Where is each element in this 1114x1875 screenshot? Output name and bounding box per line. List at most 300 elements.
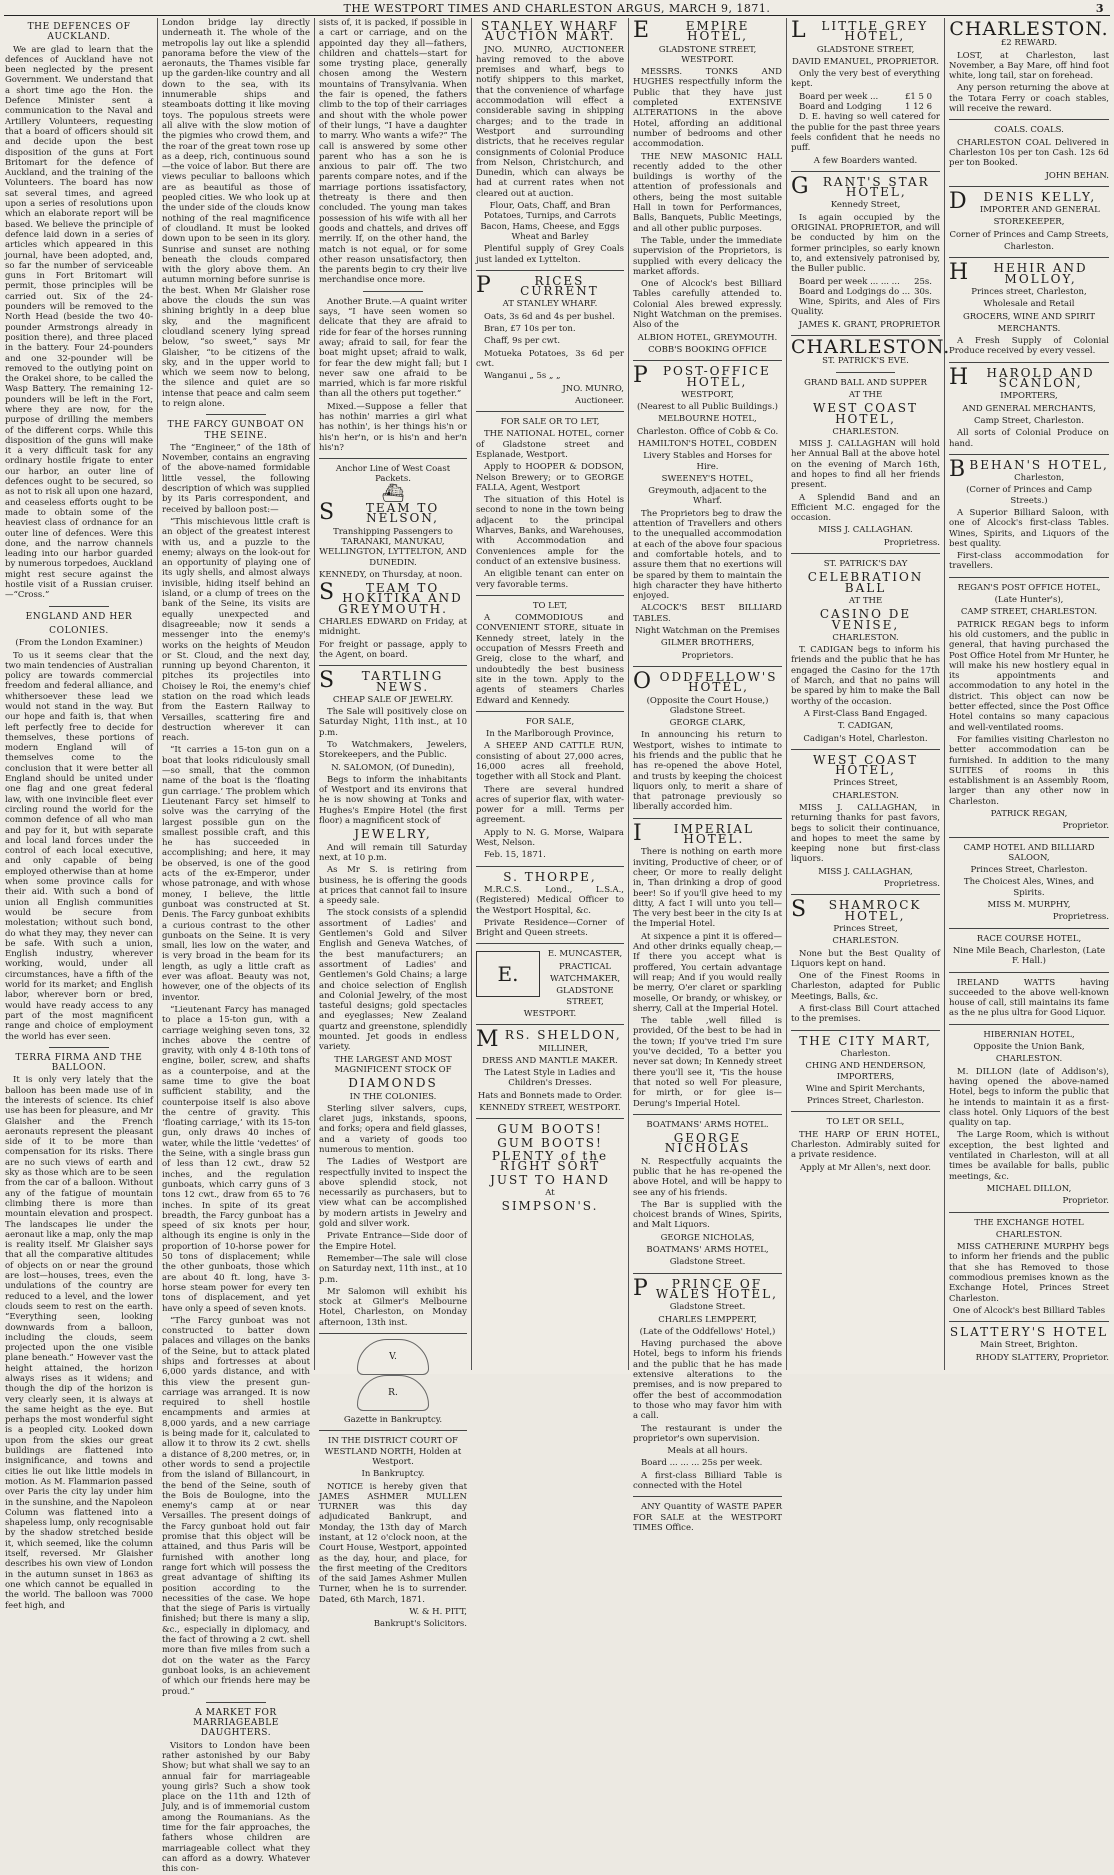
column-5 bbox=[633, 18, 782, 1533]
ad-subtitle: In the Marlborough Province, bbox=[486, 729, 614, 740]
ad-title: TEAM TO HOKITIKA AND GREYMOUTH. bbox=[338, 581, 463, 616]
ad-text: CHARLESTON. bbox=[832, 426, 899, 437]
separator bbox=[633, 1273, 782, 1274]
ad-text: THE NATIONAL HOTEL, corner of Gladstone street and Esplanade, Westport. bbox=[476, 429, 624, 460]
ad-title: CHARLES LEMPPERT, bbox=[658, 1314, 757, 1325]
ad-text: AT THE bbox=[848, 595, 883, 606]
ad-text: JNO. MUNRO, AUCTIONEER having removed to the above premises and wharf, begs to notify shippers to this market, that the convenience of wharfage accommodation will effect a considerable saving in shipping charges; and to the trade in Westport and surrounding districts, that he receives regular consignments of Colonial Produce from Nelson, Christchurch, and Dunedin, which can always be had at current rates when not cleared out at auction. bbox=[476, 44, 624, 199]
ad-text: Camp Street, Charleston. bbox=[974, 415, 1084, 426]
ad-title: POST-OFFICE HOTEL, bbox=[662, 364, 771, 389]
ad-text: MESSRS. TONKS AND HUGHES respectfully inform the Public that they have just completed EXTENSIVE ALTERATIONS in the above Hotel, affording an additional number of bedrooms and other accommodation. bbox=[633, 67, 782, 150]
ad-title: BOATMANS' ARMS HOTEL. bbox=[646, 1119, 769, 1130]
price-value: 1 12 6 bbox=[904, 102, 932, 113]
advertisement bbox=[476, 949, 624, 1019]
ad-text: At sixpence a pint it is offered— And other drinks equally cheap,— If there you accept what is proffered, You certain advantage will reap; And if you would really be merry, O'er claret or sparkling moselle, Or brandy, or whiskey, or sherry, Call at the Imperial Hotel. bbox=[633, 931, 782, 1014]
ad-title: GUM BOOTS! bbox=[497, 1122, 603, 1137]
ad-text: Proprietors. bbox=[681, 650, 734, 661]
ad-subtitle: Charleston, bbox=[1014, 473, 1065, 484]
column-2 bbox=[162, 18, 310, 1875]
ad-title: HAMILTON'S HOTEL, COBDEN bbox=[638, 438, 777, 449]
separator bbox=[633, 1114, 782, 1115]
separator bbox=[949, 972, 1109, 973]
ad-text: One of Alcock's best Billiard Tables carefully attended to. Colonial Ales brewed expressly. Night Watchman on the premises. Also of the bbox=[633, 279, 782, 331]
ad-text: KENNEDY STREET, WESTPORT. bbox=[479, 1103, 621, 1114]
ad-subtitle: Main Street, Brighton. bbox=[980, 1340, 1078, 1351]
ad-text: A SHEEP AND CATTLE RUN, consisting of about 27,000 acres, 16,000 acres all freehold, together with all Stock and Plant. bbox=[476, 741, 624, 783]
ad-subtitle: WESTPORT, bbox=[681, 389, 734, 400]
article-text: “The Farcy gunboat was not constructed to batter down palaces and villages on the banks of the Seine, but to attack plated ships and fortresses at about 6,000 yards distance, and with this view the present gun-carriage was arranged. It is now required to shell hostile encampments and armies at 8,000 yards, and a new carriage is being made for it, calculated to allow it to throw its 2 cwt. shells a distance of 8,200 metres, or, in other words to send a projectile from the island of Billancourt, in the bend of the Seine, south of the Bois de Boulogne, into the enemy's camp at or near Versailles. The present doings of the Farcy gunboat hold out fair promise that this object will be attained, and thus Paris will be furnished with another long range fort which will possess the great advantage of shifting its position according to the necessities of the case. We hope that the siege of Paris is virtually finished; but there is many a slip, &c., especially in diplomacy, and the fact of throwing a 2 cwt. shell more than five miles from such a dot on the water as the Farcy gunboat looks, is an achievement of which our friends here may be proud.” bbox=[162, 1315, 310, 1697]
ad-line: Anchor Line of West Coast Packets. bbox=[335, 464, 451, 485]
ad-text: Proprietress. bbox=[883, 879, 940, 890]
ad-text: As Mr S. is retiring from business, he is offering the goods at prices that cannot fail to insure a speedy sale. bbox=[319, 865, 467, 907]
ad-title: SHAMROCK HOTEL, bbox=[828, 898, 922, 923]
ad-title: E. MUNCASTER, bbox=[547, 949, 623, 960]
ad-text: THE HARP OF ERIN HOTEL, Charleston. Admirably suited for a private residence. bbox=[791, 1129, 940, 1161]
ad-text: Private Entrance—Side door of the Empire Hotel. bbox=[319, 1231, 467, 1252]
drop-cap: L bbox=[791, 18, 808, 43]
ad-text: The Large Room, which is without exception, the best lighted and ventilated in Charleston, will at all times be available for balls, public meetings, &c. bbox=[949, 1130, 1109, 1182]
separator bbox=[633, 1496, 782, 1497]
royal-crest bbox=[319, 1339, 467, 1411]
ad-text: GEORGE NICHOLAS, bbox=[660, 1232, 755, 1243]
ad-text: THE LARGEST AND MOST MAGNIFICENT STOCK OF bbox=[334, 1054, 452, 1075]
ad-title: S. THORPE, bbox=[503, 869, 597, 884]
ad-text: The situation of this Hotel is second to none in the town being adjacent to the principal Wharves, Banks, and Warehouses, with Accommodation and Conveniences ample for the conduct of an extensive business. bbox=[476, 495, 625, 567]
ad-text: Nine Mile Beach, Charleston, (Late F. Hall.) bbox=[952, 945, 1106, 967]
ad-subtitle: Princes street, Charleston, bbox=[971, 286, 1087, 297]
column-divider bbox=[786, 18, 787, 1370]
ad-text: Wholesale and Retail bbox=[983, 299, 1075, 310]
ad-subtitle: Gladstone Street. bbox=[669, 1302, 746, 1313]
ad-title: TARTLING NEWS. bbox=[361, 669, 444, 694]
ad-title: CELEBRATION BALL bbox=[807, 570, 924, 595]
drop-cap: B bbox=[949, 456, 968, 482]
separator bbox=[319, 1430, 467, 1431]
ad-text: T. CADIGAN, bbox=[837, 721, 894, 732]
ad-text: Corner of Princes and Camp Streets, bbox=[949, 229, 1109, 240]
ad-text: Sterling silver salvers, cups, claret jugs, inkstands, spoons, and forks; opera and field glasses, and a variety of goods too numerous to mention. bbox=[319, 1103, 467, 1155]
ad-title: GEORGE NICHOLAS bbox=[664, 1131, 751, 1156]
article-text: The “Engineer,” of the 18th of November, contains an engraving of the above-named formidable little vessel, the following description of which was supplied by its Paris correspondent, and received by balloon post:— bbox=[162, 442, 310, 515]
price-row: Oats, 3s 6d and 4s per bushel. bbox=[484, 311, 615, 322]
ad-text: MISS J. CALLAGHAN, bbox=[818, 866, 913, 877]
separator bbox=[791, 553, 940, 554]
column-divider bbox=[944, 18, 945, 1370]
ad-signature: W. & H. PITT, bbox=[409, 1607, 467, 1618]
drop-cap: M bbox=[476, 1027, 501, 1053]
ad-text: AT THE bbox=[848, 389, 883, 400]
ad-text: MISS CATHERINE MURPHY begs to inform her friends and the public that she has Removed to those commodious premises known as the Exchange Hotel, Princes Street Charleston. bbox=[949, 1242, 1109, 1304]
column-1 bbox=[5, 18, 154, 1611]
column-6 bbox=[791, 18, 951, 1370]
ad-text: D. E. having so well catered for the publie for the past three years feels confident that he needs no puff. bbox=[791, 112, 940, 154]
separator bbox=[633, 360, 782, 361]
ad-title: WATCHMAKER, bbox=[549, 974, 621, 985]
ad-title: WEST COAST HOTEL, bbox=[812, 752, 919, 778]
separator bbox=[49, 606, 108, 607]
separator bbox=[319, 665, 467, 666]
ad-text: IMPORTER AND GENERAL bbox=[979, 205, 1100, 216]
ad-title: GUM BOOTS! bbox=[497, 1135, 603, 1150]
ship-emblem: ⛴ bbox=[381, 482, 405, 504]
ad-text: First-class accommodation for travellers. bbox=[949, 551, 1109, 572]
ad-text: CHARLESTON. bbox=[832, 790, 899, 801]
separator bbox=[949, 119, 1109, 120]
ad-title: PRINCE OF WALES HOTEL, bbox=[655, 1276, 778, 1301]
ad-text: The table ,well filled is provided, Of the best to be had in the town; If you've tried I'm sure you've decided, To a better you never sat down; In Kennedy street there you'll see it, 'Tis the house that noted so well For pleasure, for mirth, or for glee is— Derung's Imperial Hotel. bbox=[633, 1016, 782, 1109]
ad-title: SWEENEY'S HOTEL, bbox=[661, 473, 754, 484]
ad-text: RHODY SLATTERY, Proprietor. bbox=[975, 1352, 1109, 1363]
ad-text: T. CADIGAN begs to inform his friends and the public that he has engaged the Casino for the 17th of March, and that no pains will be spared by him to make the Ball worthy of the occasion. bbox=[791, 645, 940, 707]
watchmaker-logo: E. bbox=[476, 951, 540, 997]
separator bbox=[476, 943, 624, 944]
article-heading: COLONIES. bbox=[49, 625, 109, 636]
column-4 bbox=[476, 18, 624, 1370]
ad-name: N. SALOMON, (Of Dunedin), bbox=[331, 762, 455, 773]
separator bbox=[949, 257, 1109, 258]
ad-text: GRAND BALL AND SUPPER bbox=[804, 377, 927, 388]
separator bbox=[363, 291, 422, 292]
ad-text: MISS J. CALLAGHAN will hold her Annual Ball at the above hotel on the evening of March 16th, and hopes to find all her friends present. bbox=[791, 439, 940, 491]
ad-title: ODDFELLOW'S HOTEL, bbox=[659, 669, 778, 695]
ad-text: There are several hundred acres of superior flax, with water-power for a mill. Terms per agreement. bbox=[476, 784, 624, 826]
drop-cap: P bbox=[476, 272, 493, 298]
ad-text: CHARLESTON COAL Delivered in Charleston 10s per ton Cash. 12s 6d per ton Booked. bbox=[949, 137, 1109, 169]
ad-text: Greymouth, adjacent to the Wharf. bbox=[648, 486, 767, 507]
ad-highlight: DIAMONDS bbox=[348, 1076, 438, 1091]
ad-text: MILLINER, bbox=[538, 1043, 588, 1054]
ad-text: THE NEW MASONIC HALL recently added to the other buildings is worthy of the attention of professionals and others, being the most suitable Hall in town for Performances, Balls, Banquets, Public Meetings, and all other public purposes. bbox=[633, 151, 782, 234]
price-label: Board per week ... ... ... bbox=[799, 276, 900, 287]
ad-text: Charleston. Office of Cobb & Co. bbox=[636, 426, 779, 437]
ad-text: M. DILLON (late of Addison's), having opened the above-named Hotel, begs to inform the public that he intends to maintain it as a first-class hotel. Only Liquors of the best quality on tap. bbox=[949, 1066, 1109, 1129]
ad-subtitle: Opposite the Union Bank, bbox=[973, 1042, 1085, 1053]
separator bbox=[476, 1118, 624, 1119]
ad-title: WEST COAST HOTEL, bbox=[812, 401, 919, 426]
price-row bbox=[791, 287, 940, 297]
drop-cap: I bbox=[633, 820, 644, 846]
separator bbox=[206, 1702, 265, 1703]
ad-text: BOATMANS' ARMS HOTEL, bbox=[646, 1245, 769, 1256]
separator bbox=[633, 666, 782, 667]
price-value: 30s. bbox=[914, 286, 932, 297]
article-heading: THE DEFENCES OF AUCKLAND. bbox=[27, 22, 131, 43]
separator bbox=[633, 818, 782, 819]
drop-cap: O bbox=[633, 668, 654, 694]
ad-text: (Corner of Princes and Camp Streets.) bbox=[966, 485, 1092, 506]
column-3 bbox=[319, 18, 467, 1630]
ad-text: MICHAEL DILLON, bbox=[986, 1183, 1072, 1194]
separator bbox=[791, 894, 940, 895]
separator bbox=[949, 454, 1109, 455]
article-heading: A MARKET FOR MARRIAGEABLE DAUGHTERS. bbox=[193, 1707, 279, 1739]
ad-subtitle: GLADSTONE STREET, WESTPORT. bbox=[658, 44, 757, 65]
ad-title: THE CITY MART, bbox=[799, 1033, 932, 1048]
ad-text: To Watchmakers, Jewelers, Storekeepers, and the Public. bbox=[319, 740, 467, 761]
article-source: (From the London Examiner.) bbox=[15, 638, 143, 649]
ad-subtitle: Princes Street, bbox=[833, 778, 898, 789]
ad-text: In announcing his return to Westport, wishes to intimate to his friends and the public that he has re-opened the above Hotel, and trusts by keeping the choicest liquors only, to merit a share of that patronage previously so liberally accorded him. bbox=[633, 730, 782, 813]
ad-subtitle: AT STANLEY WHARF. bbox=[502, 299, 598, 310]
separator bbox=[206, 414, 265, 415]
ad-title: BEHAN'S HOTEL, bbox=[969, 457, 1109, 472]
ad-text: For freight or passage, apply to the Agent, on board. bbox=[319, 639, 467, 660]
ad-title: DENIS KELLY, bbox=[983, 189, 1097, 204]
drop-cap: D bbox=[949, 188, 969, 214]
ad-text: In Bankruptcy. bbox=[361, 1469, 425, 1480]
ad-subtitle: GLADSTONE STREET, bbox=[816, 44, 915, 55]
ad-title: SLATTERY'S HOTEL bbox=[949, 1325, 1109, 1340]
ad-text: WESTPORT. bbox=[523, 1008, 577, 1019]
article-text: Another Brute.—A quaint writer says, “I have seen women so delicate that they are afraid to ride for fear of the horses running away; afraid to sail, for fear the boat might upset; afraid to walk, for fear the dew might fall; but I never saw one afraid to be married, which is far more riskful than all the others put together.” bbox=[319, 296, 467, 400]
drop-cap: E bbox=[633, 18, 652, 43]
article-heading: THE FARCY GUNBOAT ON THE SEINE. bbox=[167, 420, 305, 441]
separator bbox=[319, 1333, 467, 1334]
column-divider bbox=[314, 18, 315, 1370]
ad-text: Feb. 15, 1871. bbox=[484, 850, 546, 861]
price-row: Chaff, 9s per cwt. bbox=[484, 336, 561, 347]
ad-text: Cadigan's Hotel, Charleston. bbox=[803, 733, 928, 744]
ad-text: A first-class Bill Court attached to the premises. bbox=[791, 1004, 940, 1025]
ad-title: REGAN'S POST OFFICE HOTEL, bbox=[957, 582, 1101, 593]
advertisement bbox=[319, 668, 467, 1328]
ad-text: IN THE COLONIES. bbox=[349, 1091, 437, 1102]
page-number: 3 bbox=[1095, 2, 1104, 15]
ad-text: For families visiting Charleston no better accommodation can be furnished. In addition to the many SUITES of rooms in this establishment is an Assembly Room, larger than any other now in Charleston. bbox=[949, 734, 1109, 807]
separator bbox=[949, 577, 1109, 578]
ad-title: RS. SHELDON, bbox=[504, 1028, 622, 1043]
ad-subtitle: (Late Hunter's), bbox=[994, 595, 1064, 606]
column-7 bbox=[949, 18, 1109, 1370]
ad-text: (Nearest to all Public Buildings.) bbox=[636, 402, 778, 413]
drop-cap: H bbox=[949, 364, 971, 390]
ad-title: THE EXCHANGE HOTEL bbox=[974, 1217, 1084, 1228]
ad-text: A few Boarders wanted. bbox=[813, 155, 918, 166]
price-row: Bran, £7 10s per ton. bbox=[484, 324, 576, 335]
ad-subtitle: Princes Street, Charleston. bbox=[970, 865, 1088, 876]
ad-text: LOST, at Charleston, last November, a Bay Mare, off hind foot white, long tail, star on forehead. bbox=[949, 50, 1109, 82]
ad-text: Charleston. bbox=[1004, 242, 1054, 253]
ad-text: IRELAND WATTS having succeeded to the above well-known house of call, still maintains its fame as the ne plus ultra for Good Liquor. bbox=[949, 977, 1109, 1019]
ad-text: Apply to HOOPER & DODSON, Nelson Brewery; or to GEORGE FALLA, Agent, Westport bbox=[476, 462, 624, 493]
drop-cap: S bbox=[319, 500, 337, 526]
drop-cap: G bbox=[791, 173, 811, 199]
ad-title: ST. PATRICK'S DAY bbox=[823, 559, 908, 570]
ad-text: The Sale will positively close on Saturday Night, 11th inst., at 10 p.m. bbox=[319, 707, 467, 738]
ad-title: RANT'S STAR HOTEL, bbox=[822, 174, 930, 200]
ad-text: DRESS AND MANTLE MAKER. bbox=[482, 1055, 618, 1066]
ad-text: ALBION HOTEL, GREYMOUTH. bbox=[637, 332, 778, 343]
ad-text: Proprietor. bbox=[1062, 1196, 1109, 1207]
ad-text: At bbox=[545, 1187, 555, 1198]
ad-subtitle: Charleston. bbox=[840, 1048, 891, 1059]
article-text: sists of, it is packed, if possible in a cart or carriage, and on the appointed day they all—fathers, children and chattels—start for some trysting place, generally chosen among the Western mountains of Transylvania. When the fair is opened, the fathers climb to the top of their carriages and shout with the whole power of their lungs, “I have a daughter to marry. Who wants a wife?” The call is answered by some other parent who has a son he is anxious to pair off. The two parents compare notes, and if the marriage portions issatisfactory, thetreaty is there and then concluded. The young man takes possession of his wife with all her goods and chattels, and drives off merrily. If, on the other hand, the match is not equal, or for some other reason unsatisfactory, then the parents begin to cry their live merchandise once more. bbox=[319, 18, 467, 286]
ad-text: One of Alcock's best Billiard Tables bbox=[952, 1305, 1106, 1316]
ad-text: Mr Salomon will exhibit his stock at Gilmer's Melbourne Hotel, Charleston, on Monday afternoon, 13th inst. bbox=[319, 1286, 467, 1328]
ad-text: CHARLESTON. bbox=[995, 1054, 1063, 1065]
ad-text: Board ... ... ... 25s per week. bbox=[641, 1458, 763, 1469]
separator bbox=[949, 186, 1109, 187]
separator bbox=[791, 171, 940, 172]
ad-text: All sorts of Colonial Produce on hand. bbox=[949, 428, 1109, 449]
ad-signature: JOHN BEHAN. bbox=[1045, 170, 1109, 181]
crest-r: R. bbox=[357, 1375, 429, 1411]
separator bbox=[949, 362, 1109, 363]
ad-text: ALCOCK'S BEST BILLIARD TABLES. bbox=[633, 603, 782, 624]
ad-text: PATRICK REGAN begs to inform his old customers, and the public in general, that having purchased the Post Office Hotel from Mr Hunter, he will make his new hostlery equal in its appointments and accommodation to any hotel in the district. This object can now be better effected, since the Post Office Hotel contains so many capacious and well-ventilated rooms. bbox=[949, 619, 1109, 733]
ad-text: Night Watchman on the Premises bbox=[635, 626, 780, 637]
ad-text: Apply at Mr Allen's, next door. bbox=[799, 1162, 931, 1173]
ad-title: Gazette in Bankruptcy. bbox=[343, 1415, 443, 1426]
ad-text: The stock consists of a splendid assortment of Ladies' and Gentlemen's Gold and Silver English and Geneva Watches, of the best manufacturers; an assortment of Ladies' and Gentlemen's Gold Chains; a large and choice selection of English and Colonial Jewelry, of the most tasteful designs; gold spectacles and eyeglasses; New Zealand quartz and greenstone, splendidly mounted. Jet goods in endless variety. bbox=[319, 908, 467, 1053]
article-heading: ENGLAND AND HER bbox=[25, 611, 133, 622]
ad-title: MELBOURNE HOTEL, bbox=[658, 414, 757, 425]
ad-text: The Bar is supplied with the choicest brands of Wines, Spirits, and Malt Liquors. bbox=[633, 1199, 782, 1231]
ad-text: COBB'S BOOKING OFFICE bbox=[648, 344, 767, 355]
article-text: London bridge lay directly underneath it. The whole of the metropolis lay out like a splendid panorama before the view of the aeronauts, the Thames visible far up the garden-like country and all down to the sea, with its innumerable ships and steamboats dotting it like moving toys. The populous streets were all alive with the slow motion of the pigmies who crowd them, and the roar of the great town rose up as a deep, rich, continuous sound—the voice of labor. But there are views peculiar to balloons which are as beautiful as those of peopled cities. We who look up at the under side of the clouds know nothing of the real magnificence of cloudland. It must be looked down upon to be seen in its glory. Sunrise and sunset are nothing beneath the clouds compared with the glory above them. An autumn morning before sunrise is the best. When Mr Glaisher rose above the clouds the sun was shining brightly in a deep blue sky, and the magnificent cloudland scenery lying spread below, “so sweet,” says Mr Glaisher, “to be citizens of the sky, and in the upper world to which we seem now to belong, the silence and quiet are so intense that peace and calm seem to reign alone. bbox=[162, 18, 310, 409]
masthead-title: THE WESTPORT TIMES AND CHARLESTON ARGUS, MARCH 9, 1871. bbox=[343, 2, 771, 15]
ad-text: CHARLESTON. bbox=[832, 632, 899, 643]
ad-text: Transhipping Passengers to TARANAKI, MANUKAU, WELLINGTON, LYTTELTON, AND DUNEDIN. bbox=[319, 526, 467, 568]
ad-text: CAMP STREET, CHARLESTON. bbox=[960, 607, 1098, 618]
ad-text: DAVID EMANUEL, PROPRIETOR. bbox=[792, 56, 939, 67]
ad-text: A COMMODIOUS and CONVENIENT STORE, situate in Kennedy street, lately in the occupation of Messrs Freeth and Greig, close to the wharf, and undoubtedly the best business site in the town. Apply to the agents of steamers Charles Edward and Kennedy. bbox=[476, 613, 624, 706]
ad-text: IN THE DISTRICT COURT OF WESTLAND NORTH, Holden at Westport. bbox=[324, 1436, 462, 1467]
price-row bbox=[791, 92, 940, 102]
separator bbox=[791, 1111, 940, 1112]
ad-text: An eligible tenant can enter on very favorable terms. bbox=[476, 569, 624, 590]
ad-text: Is again occupied by the ORIGINAL PROPRIETOR, and will be conducted by him on the former principles, so early known to, and extensively patronised by, the Buller public. bbox=[791, 212, 940, 275]
ad-title: CHARLESTON. bbox=[791, 336, 951, 359]
separator bbox=[949, 1212, 1109, 1213]
ad-text: ANY Quantity of WASTE PAPER FOR SALE at the WESTPORT TIMES Office. bbox=[633, 1502, 782, 1533]
drop-cap: H bbox=[949, 260, 971, 286]
article-text: To us it seems clear that the two main tendencies of Australian policy are towards commercial freedom and federal alliance, and whithersoever these lead we would not stand in the way. But our hope and faith is, that when left perfectly free to decide for themselves, these portions of modern England will of themselves come to the conclusion that it were better all England should be united under one flag and one great federal law, with one invincible fleet ever circling round the world for the common defence of all who man and pay for it, but with separate and local land forces under the control of each local executive, and only capable of being employed otherwise than at home when some province calls for their aid. With such a bond of union all English communities would be secure from molestation; without such bond, do what they may, they never can be safe. With such a union, English industry, wherever working, would, under all circumstances, have a fifth of the world for its market; and English labor, wherever born or bred, would have ready access to any part of the most magnificent range and choice of employment the world has ever seen. bbox=[5, 650, 153, 1042]
ad-text: None but the Best Quality of Liquors kept on hand. bbox=[791, 948, 940, 969]
ad-subtitle: (Opposite the Court House,) Gladstone Street. bbox=[646, 695, 769, 716]
article-text: It is only very lately that the balloon has been made use of in the interests of science. Its chief use has been for pleasure, and Mr Glaisher and the French aeronauts represent the pleasant side of it to be more than compensation for its risks. There are no such views of earth and sky as those which are to be seen from the car of a balloon. Without any of the fatigue of mountain climbing there is more than mountain elevation and prospect. The landscapes lie under the aeronaut like a map, only the map is reality itself. Mr Glaisher says that all the comparative altitudes of objects on or near the ground are lost—houses, trees, even the undulations of the country are reduced to a level, and the lower clouds seem to rest on the earth. “Everything seen, looking downwards from a balloon, including the clouds, seem projected upon the one visible plane beneath.” However vast the height attained, the horizon always rises as it widens; and though the dip of the horizon is very clearly seen, it is always at the same height as the eye. But perhaps the most wonderful sight is a peopled city. Looked down upon from the skies our great buildings are flattened into insignificance, and towns and cities lie out like little models in motion. As M. Flammarion passed over Paris the city lay under him in the sunshine, and the Napoleon Column was flattened into a shapeless lump, only recognisable by the shadow stretched beside it, which seemed, like the column itself, reversed. Mr Glaisher describes his own view of London in the autumn sunset in 1863 as one which cannot be equalled in the world. The balloon was 7000 feet high, and bbox=[5, 1075, 154, 1611]
ad-text: One of the Finest Rooms in Charleston, adapted for Public Meetings, Balls, &c. bbox=[791, 971, 940, 1002]
crest-v: V. bbox=[357, 1339, 429, 1375]
ad-subtitle: CHARLESTON. bbox=[995, 1229, 1063, 1240]
ad-text: M.R.C.S. Lond., L.S.A., (Registered) Medical Officer to the Westport Hospital, &c. bbox=[476, 884, 624, 916]
ad-highlight: JEWELRY, bbox=[354, 827, 432, 842]
drop-cap: S bbox=[319, 580, 337, 606]
ad-text: CHARLES EDWARD on Friday, at midnight. bbox=[319, 617, 467, 638]
column-divider bbox=[628, 18, 629, 1370]
price-row: Motueka Potatoes, 3s 6d per cwt. bbox=[476, 348, 624, 369]
ad-text: And will remain till Saturday next, at 10 p.m. bbox=[319, 842, 467, 863]
separator bbox=[791, 1030, 940, 1031]
ad-text: The Ladies of Westport are respectfully invited to inspect the above splendid stock, not necessarily as purchasers, but to view what can be accomplished by modern artists in Jewelry and gold and silver work. bbox=[319, 1157, 467, 1230]
ad-title: TO LET, bbox=[532, 600, 568, 611]
ad-title: CHARLESTON. bbox=[949, 18, 1109, 40]
ad-text: KENNEDY, on Thursday, at noon. bbox=[319, 569, 463, 580]
ad-subtitle: ST. PATRICK'S EVE. bbox=[822, 356, 909, 367]
ad-text: Only the very best of everything kept. bbox=[791, 69, 940, 90]
ad-text: PLENTY of the RIGHT SORT bbox=[491, 1148, 609, 1174]
ad-text: A Fresh Supply of Colonial Produce received by every vessel. bbox=[949, 336, 1109, 357]
ad-title: GILMER BROTHERS, bbox=[660, 638, 755, 649]
ad-signature: JAMES K. GRANT, PROPRIETOR bbox=[798, 319, 940, 330]
separator bbox=[791, 749, 940, 750]
ad-title: COALS. COALS. bbox=[994, 125, 1064, 136]
ad-text: Livery Stables and Horses for Hire. bbox=[643, 451, 772, 472]
article-text: Visitors to London have been rather astonished by our Baby Show; but what shall we say to an annual fair for marriageable young girls? Such a show took place on the 11th and 12th of July, and is of immemorial custom among the Roumanians. As the time for the fair approaches, the fathers whose children are marriageable collect what they can afford as a dowry. Whatever this con- bbox=[162, 1740, 310, 1875]
ad-text: CHING AND HENDERSON, IMPORTERS, bbox=[805, 1061, 926, 1082]
ad-text: Having purchased the above Hotel, begs to inform his friends and the public that he has made extensive alterations to the premises, and is now prepared to offer the best of accommodation to those who may favor him with a call. bbox=[633, 1339, 782, 1422]
price-label: Board and Lodgings do ... bbox=[799, 286, 911, 297]
ad-signature: Auctioneer. bbox=[575, 395, 624, 406]
ad-text: Plentiful supply of Grey Coals just landed ex Lyttelton. bbox=[476, 244, 624, 265]
ad-title: SIMPSON'S. bbox=[501, 1199, 599, 1214]
article-text: Mixed.—Suppose a feller that has nothin' marries a girl what has nothin', is her things his'n or his'n her'n, or is his'n and her'n his'n? bbox=[319, 401, 467, 453]
ad-subtitle: CHEAP SALE OF JEWELRY. bbox=[332, 694, 454, 705]
ad-title: CASINO DE VENISE, bbox=[819, 607, 912, 632]
ad-text: GROCERS, WINE AND SPIRIT bbox=[962, 311, 1096, 322]
ad-title: HAROLD AND SCANLON, bbox=[986, 365, 1095, 391]
ad-text: AND GENERAL MERCHANTS, bbox=[962, 403, 1096, 414]
ad-text: A first-class Billiard Table is connected with the Hotel bbox=[633, 1470, 782, 1491]
ad-text: (Late of the Oddfellows' Hotel,) bbox=[639, 1326, 776, 1337]
advertisement bbox=[319, 580, 467, 660]
price-value: £1 5 0 bbox=[904, 91, 932, 102]
ad-text: JUST TO HAND bbox=[490, 1172, 610, 1187]
ad-title: LITTLE GREY HOTEL, bbox=[821, 19, 929, 44]
ad-text: Any person returning the above at the Totara Ferry or coach stables, will receive the reward. bbox=[949, 83, 1109, 115]
ad-text: Meals at all hours. bbox=[667, 1446, 748, 1457]
masthead bbox=[0, 2, 1114, 14]
ad-subtitle: Princes Street, bbox=[833, 923, 898, 934]
ad-subtitle: Kennedy Street, bbox=[830, 200, 901, 211]
separator bbox=[476, 711, 624, 712]
ad-title: RICES CURRENT bbox=[520, 273, 599, 299]
ad-text: Proprietress. bbox=[1052, 912, 1109, 923]
ad-text: MISS M. MURPHY, bbox=[987, 900, 1071, 911]
ad-title: FOR SALE, bbox=[525, 716, 575, 727]
ad-text: Begs to inform the inhabitants of Westport and its environs that he is now showing at Tonks and Hughes's Empire Hotel (the first floor) a magnificent stock of bbox=[319, 774, 467, 827]
ad-title: RACE COURSE HOTEL, bbox=[976, 933, 1082, 944]
ad-title: TEAM TO NELSON, bbox=[365, 501, 440, 526]
ad-text: Proprietress. bbox=[883, 537, 940, 548]
separator bbox=[476, 411, 624, 412]
ad-text: MERCHANTS. bbox=[997, 323, 1061, 334]
ad-title: CAMP HOTEL AND BILLIARD SALOON, bbox=[963, 842, 1095, 863]
separator bbox=[476, 1024, 624, 1025]
drop-cap: S bbox=[791, 897, 809, 923]
drop-cap: S bbox=[319, 668, 337, 694]
ad-text: Wine and Spirit Merchants, bbox=[805, 1083, 926, 1094]
ad-text: The Choicest Ales, Wines, and Spirits. bbox=[963, 877, 1095, 898]
ad-title: EMPIRE HOTEL, bbox=[685, 19, 750, 44]
ad-title: TO LET OR SELL, bbox=[826, 1117, 905, 1128]
ad-text: The Proprietors beg to draw the attention of Travellers and others to the unequalled accommodation at each of the above four spacious and comfortable hotels, and to assure them that no exertions will be spared by them to maintain the high character they have hitherto enjoyed. bbox=[633, 508, 782, 602]
price-label: Board per week ... bbox=[799, 91, 879, 102]
ad-text: PATRICK REGAN, bbox=[990, 809, 1068, 819]
ad-text: Wine, Spirits, and Ales of Firs Quality. bbox=[791, 297, 940, 318]
separator bbox=[476, 595, 624, 596]
ad-text: MISS J. CALLAGHAN, in returning thanks for past favors, begs to solicit their continuance, and hopes to meet the same by keeping none but first-class liquors. bbox=[791, 803, 940, 865]
ad-text: The Latest Style in Ladies and Children's Dresses. bbox=[484, 1068, 616, 1089]
ad-text: STOREKEEPER, bbox=[993, 217, 1065, 228]
separator bbox=[476, 270, 624, 271]
separator bbox=[476, 866, 624, 867]
ad-title: IMPERIAL HOTEL. bbox=[673, 821, 754, 847]
ad-title: HIBERNIAN HOTEL, bbox=[983, 1029, 1075, 1040]
ad-title: GEORGE CLARK, bbox=[669, 718, 746, 729]
separator bbox=[949, 1024, 1109, 1025]
ad-text: A Splendid Band and an Efficient M.C. engaged for the occasion. bbox=[791, 492, 940, 524]
